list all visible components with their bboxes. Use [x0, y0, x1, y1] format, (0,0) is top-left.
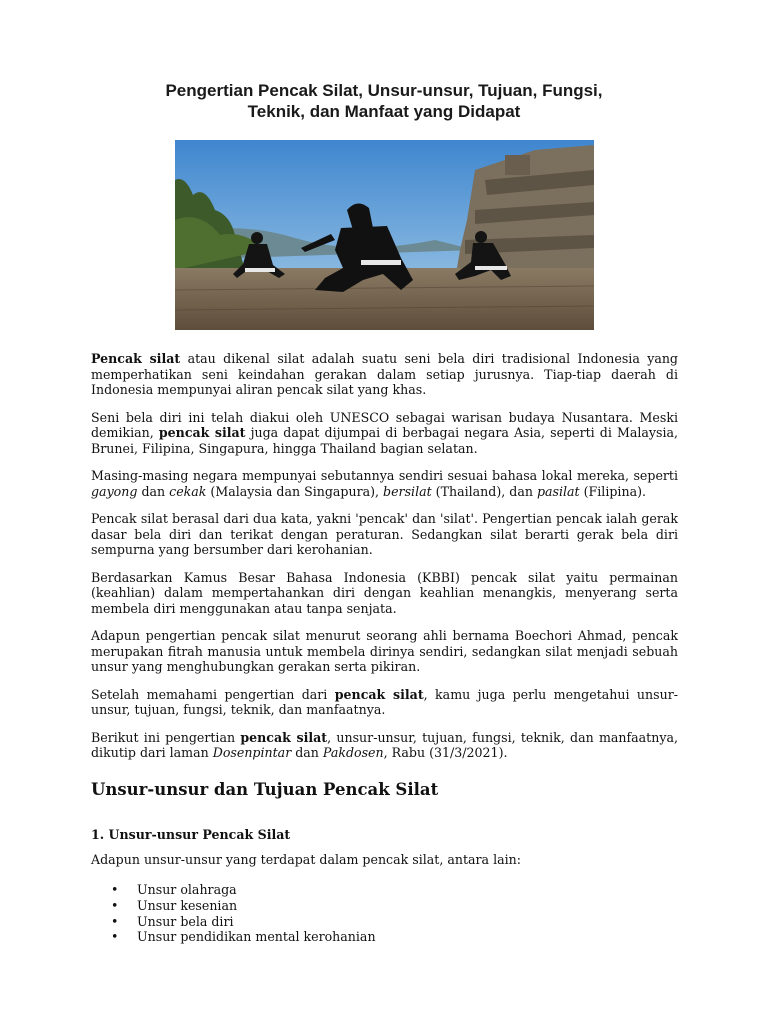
text-span: juga dapat dijumpai di berbagai negara Asia, seperti di Malaysia, Brunei, Filipina, Singapura, hingga Thailand bagian selatan.: [91, 425, 678, 456]
list-item: • Unsur kesenian: [111, 898, 376, 914]
pencak-silat-photo: [175, 140, 594, 330]
paragraph-4: Pencak silat berasal dari dua kata, yakni 'pencak' dan 'silat'. Pengertian pencak ialah gerak dasar bela diri dan terikat dengan peraturan. Sedangkan silat berarti gerak bela diri sempurna yang bersumber dari kerohanian.: [91, 511, 678, 557]
text-span: , kamu juga perlu mengetahui unsur-unsur, tujuan, fungsi, teknik, dan manfaatnya.: [91, 686, 678, 717]
list-item: • Unsur pendidikan mental kerohanian: [111, 929, 376, 945]
text-span: atau dikenal silat adalah suatu seni bela diri tradisional Indonesia yang memperhatikan seni keindahan gerakan dalam setiap jurusnya. Tiap-tiap daerah di Indonesia mempunyai aliran pencak silat yang khas.: [91, 351, 678, 397]
bold-term: pencak silat: [158, 425, 246, 440]
title-line-1: Pengertian Pencak Silat, Unsur-unsur, Tujuan, Fungsi,: [165, 81, 603, 100]
italic-term: gayong: [91, 483, 138, 499]
italic-term: pasilat: [536, 483, 580, 499]
text-span: , unsur-unsur, tujuan, fungsi, teknik, dan manfaatnya, dikutip dari laman: [91, 729, 678, 760]
italic-term: bersilat: [383, 483, 432, 499]
text-span: (Thailand), dan: [431, 483, 537, 499]
text-span: , Rabu (31/3/2021).: [383, 745, 508, 760]
text-span: dan: [137, 483, 170, 499]
document-title: [90, 80, 678, 122]
title-line-2: Teknik, dan Manfaat yang Didapat: [247, 102, 521, 121]
list-intro: Adapun unsur-unsur yang terdapat dalam pencak silat, antara lain:: [91, 852, 521, 867]
paragraph-2: [91, 410, 678, 457]
list-item: • Unsur olahraga: [111, 882, 376, 898]
section-heading: Unsur-unsur dan Tujuan Pencak Silat: [91, 780, 439, 799]
unsur-list: [111, 882, 376, 945]
bold-term: pencak silat: [240, 729, 328, 745]
text-span: Berikut ini pengertian: [91, 729, 241, 745]
text-span: Setelah memahami pengertian dari: [91, 686, 335, 702]
italic-term: Pakdosen: [322, 745, 384, 760]
paragraph-5: Berdasarkan Kamus Besar Bahasa Indonesia (KBBI) pencak silat yaitu permainan (keahlian) dalam mempertahankan diri dengan keahlian menangkis, menyerang serta membela diri menggunakan atau tanpa senjata.: [91, 569, 678, 616]
text-span: Seni bela diri ini telah diakui oleh UNESCO sebagai warisan budaya Nusantara. Meski demikian,: [91, 409, 678, 440]
italic-term: Dosenpintar: [212, 745, 292, 760]
italic-term: cekak: [169, 483, 207, 499]
paragraph-6: Adapun pengertian pencak silat menurut seorang ahli bernama Boechori Ahmad, pencak merupakan fitrah manusia untuk membela dirinya sendiri, sedangkan silat menjadi sebuah unsur yang menghubungkan gerakan serta pikiran.: [91, 628, 678, 674]
subsection-heading: 1. Unsur-unsur Pencak Silat: [91, 827, 291, 842]
paragraph-8: [91, 730, 678, 761]
text-span: dan: [291, 745, 323, 760]
paragraph-7: [91, 687, 678, 718]
bold-term: pencak silat: [334, 686, 424, 702]
bold-term: Pencak silat: [91, 351, 181, 366]
text-span: (Filipina).: [579, 483, 646, 499]
paragraph-1: [91, 351, 678, 398]
paragraph-3: [91, 468, 678, 499]
text-span: Masing-masing negara mempunyai sebutannya sendiri sesuai bahasa lokal mereka, seperti: [91, 468, 678, 483]
article-body: [91, 351, 678, 773]
list-item: • Unsur bela diri: [111, 914, 376, 930]
text-span: (Malaysia dan Singapura),: [206, 483, 384, 499]
